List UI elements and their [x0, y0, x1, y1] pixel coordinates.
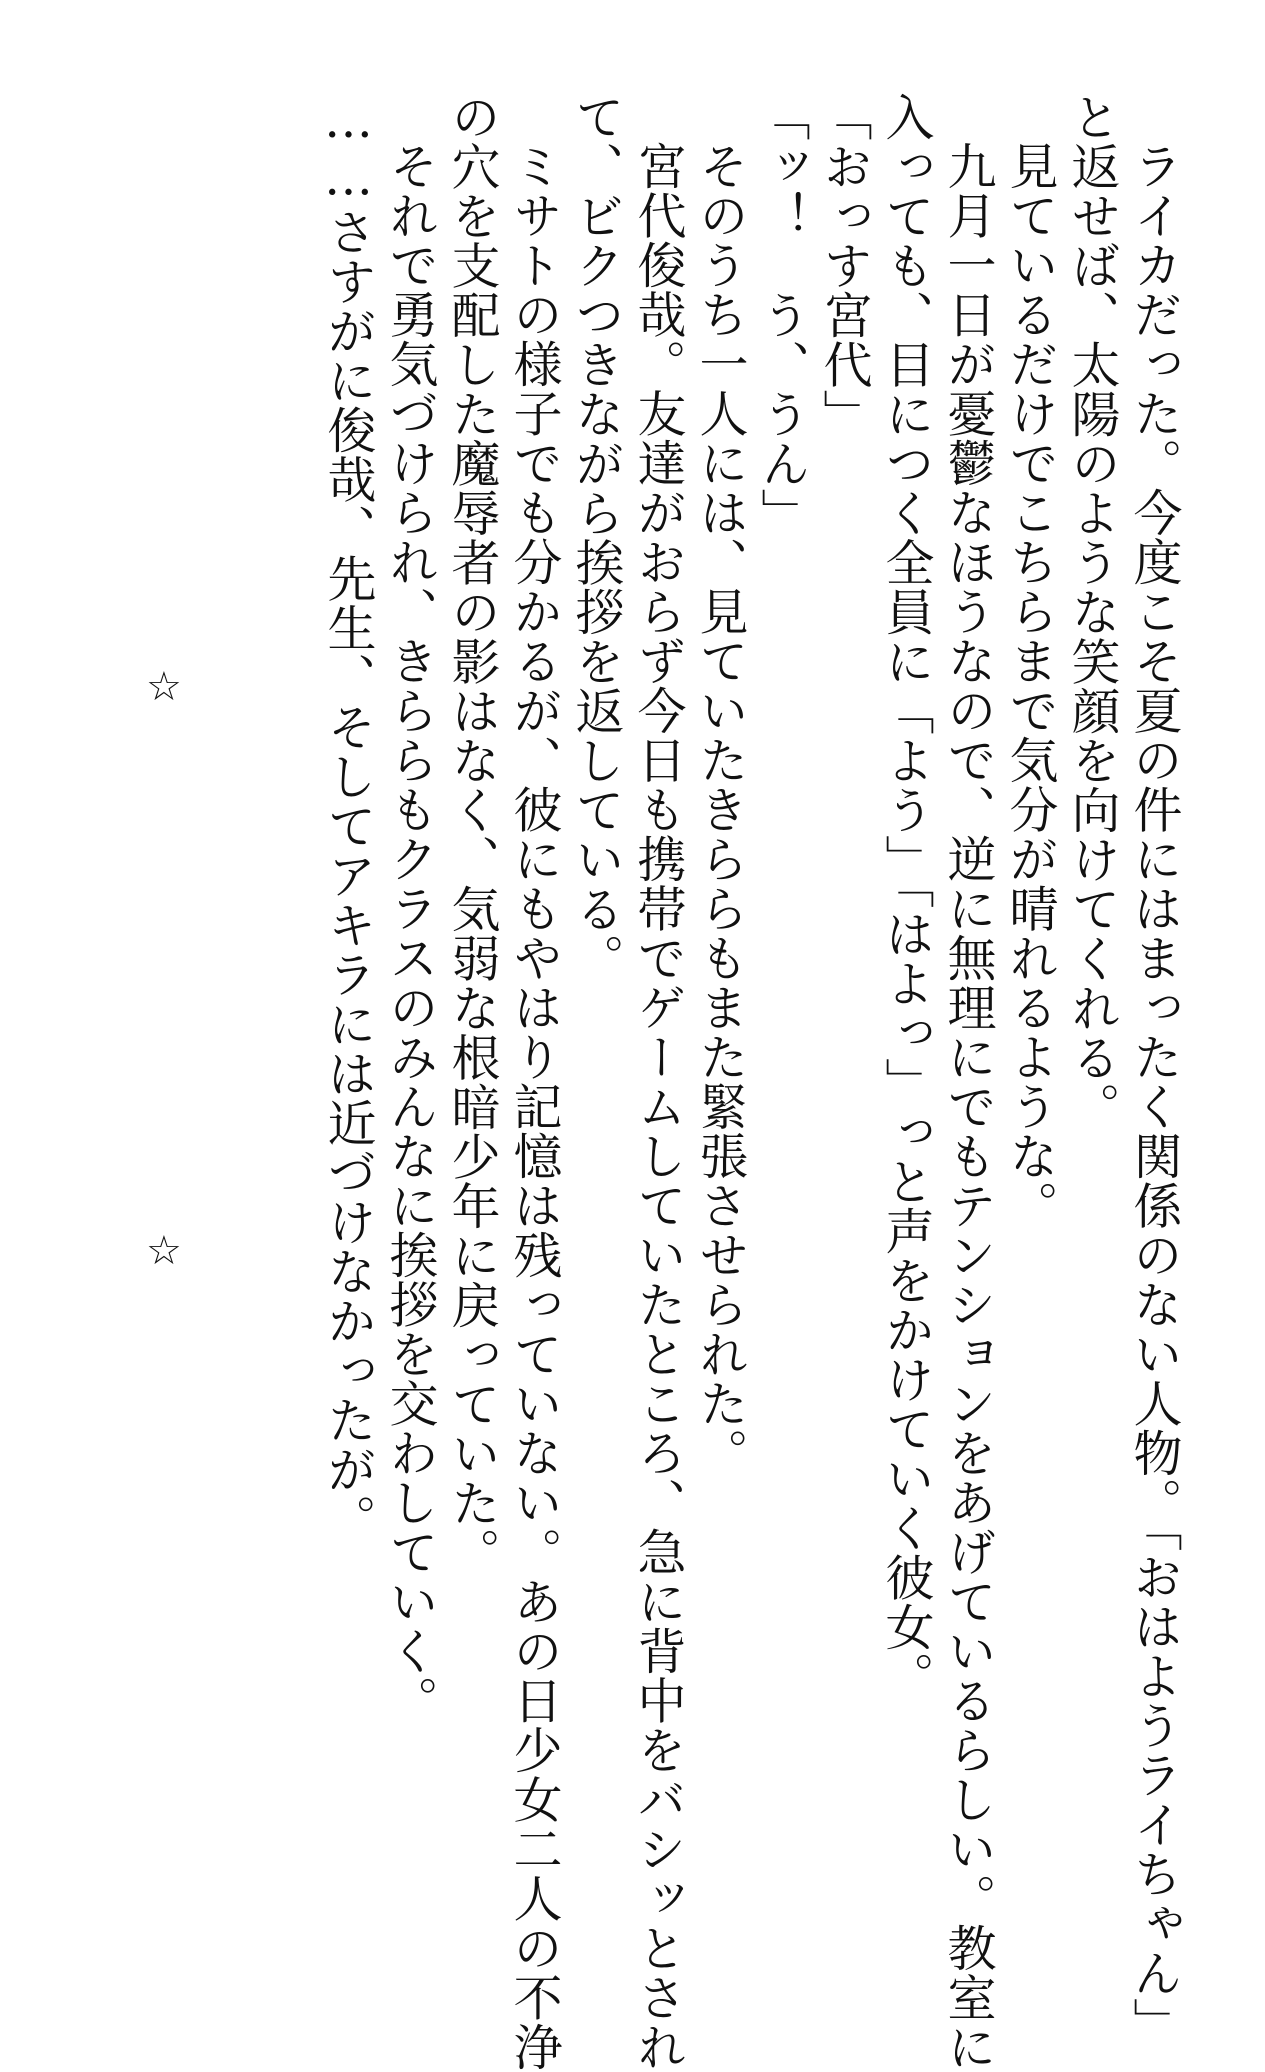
text-line: の穴を支配した魔辱者の影はなく、気弱な根暗少年に戻っていた。: [444, 92, 501, 1577]
text-line: 宮代俊哉。友達がおらず今日も携帯でゲームしていたところ、急に背中をバシッとされ: [630, 141, 687, 2072]
text-line: と返せば、太陽のような笑顔を向けてくれる。: [1064, 92, 1121, 1132]
scene-break-star-icon: ☆: [146, 664, 182, 710]
text-line: 九月一日が憂鬱なほうなので、逆に無理にでもテンションをあげているらしい。教室に: [940, 141, 997, 2072]
text-line: て、ビクつきながら挨拶を返している。: [568, 92, 625, 983]
text-line: 「おっす宮代」: [816, 92, 873, 439]
text-line: そのうち一人には、見ていたきららもまた緊張させられた。: [692, 141, 749, 1478]
text-line: 見ているだけでこちらまで気分が晴れるような。: [1002, 141, 1059, 1230]
text-line: それで勇気づけられ、きららもクラスのみんなに挨拶を交わしていく。: [382, 141, 439, 1725]
text-line: ……さすがに俊哉、先生、そしてアキラには近づけなかったが。: [320, 92, 377, 1544]
scene-break-star-icon: ☆: [146, 1228, 182, 1274]
text-line: ミサトの様子でも分かるが、彼にもやはり記憶は残っていない。あの日少女二人の不浄: [506, 141, 563, 2072]
text-line: ライカだった。今度こそ夏の件にはまったく関係のない人物。「おはようライちゃん」: [1126, 141, 1183, 2047]
text-line: 入っても、目につく全員に「よう」「はよっ」っと声をかけていく彼女。: [878, 92, 935, 1701]
vertical-text-body: [317, 92, 1185, 2072]
text-line: 「ッ！ う、うん」: [754, 92, 811, 538]
